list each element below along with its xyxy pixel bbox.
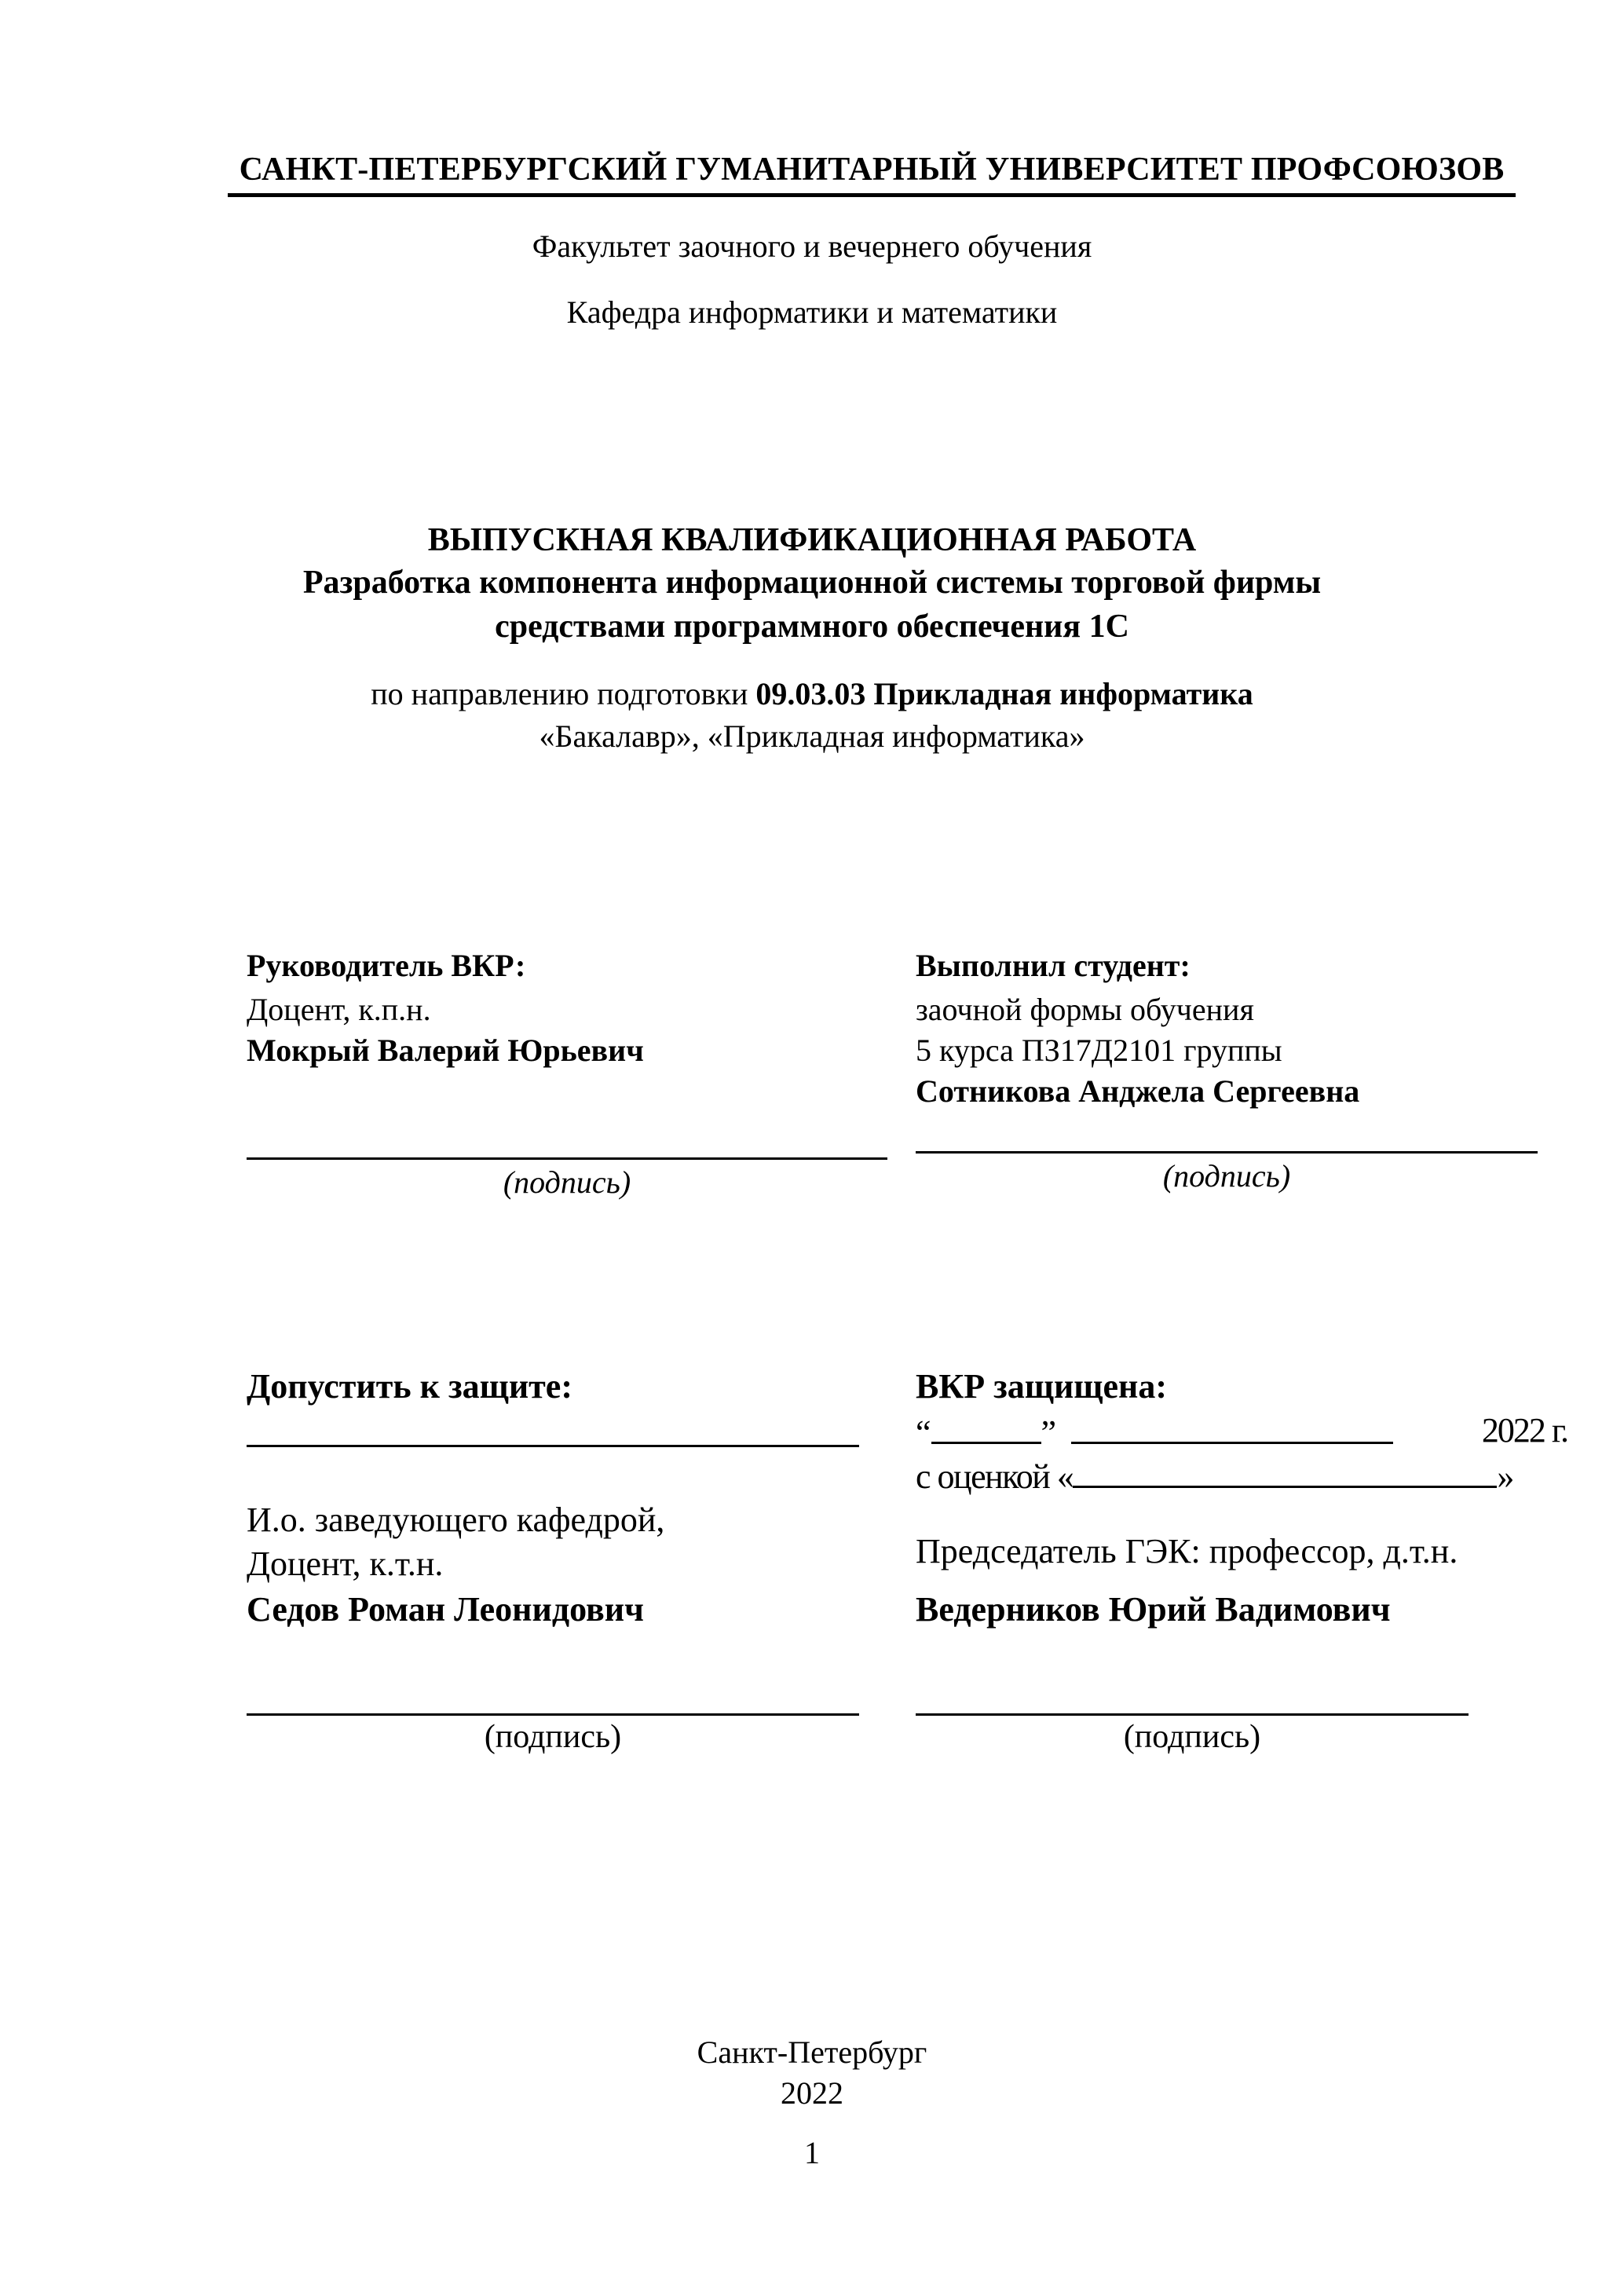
day-blank [931, 1410, 1041, 1444]
footer-city: Санкт-Петербург [697, 2035, 927, 2070]
student-signature-caption: (подпись) [1162, 1158, 1291, 1194]
faculty-name: Факультет заочного и вечернего обучения [532, 229, 1092, 264]
student-study-form: заочной формы обучения [916, 992, 1254, 1027]
study-direction-prefix: по направлению подготовки [371, 676, 756, 711]
department-name: Кафедра информатики и математики [566, 294, 1058, 330]
supervisor-signature-line [247, 1157, 887, 1160]
work-type-heading: ВЫПУСКНАЯ КВАЛИФИКАЦИОННАЯ РАБОТА [427, 522, 1197, 558]
study-direction [0, 675, 1624, 712]
admission-heading: Допустить к защите: [247, 1367, 572, 1406]
student-heading: Выполнил студент: [916, 948, 1191, 983]
grade-suffix: » [1497, 1457, 1513, 1496]
admission-name: Седов Роман Леонидович [247, 1590, 644, 1629]
chairman-signature-caption: (подпись) [1123, 1719, 1261, 1755]
university-name: САНКТ-ПЕТЕРБУРГСКИЙ ГУМАНИТАРНЫЙ УНИВЕРСИТЕТ ПРОФСОЮЗОВ [239, 152, 1505, 188]
degree-program: «Бакалавр», «Прикладная информатика» [539, 718, 1085, 754]
supervisor-name: Мокрый Валерий Юрьевич [247, 1033, 644, 1068]
supervisor-signature-caption: (подпись) [503, 1164, 631, 1200]
defense-heading: ВКР защищена: [916, 1367, 1167, 1406]
supervisor-heading: Руководитель ВКР: [247, 948, 526, 983]
admission-signature-caption: (подпись) [484, 1719, 622, 1755]
month-blank [1071, 1410, 1393, 1444]
supervisor-position: Доцент, к.п.н. [247, 992, 431, 1027]
student-name: Сотникова Анджела Сергеевна [916, 1073, 1360, 1109]
admission-signature-line [247, 1713, 859, 1716]
gek-chairman: Председатель ГЭК: профессор, д.т.н. [916, 1532, 1458, 1570]
thesis-title-line-1: Разработка компонента информационной системы торговой фирмы [302, 565, 1322, 601]
defense-grade-row [916, 1454, 1513, 1497]
student-group: 5 курса ПЗ17Д2101 группы [916, 1033, 1282, 1068]
admission-position: И.о. заведующего кафедрой, [247, 1501, 665, 1539]
date-quote-close: ” [1041, 1413, 1057, 1452]
footer-year: 2022 [781, 2075, 843, 2111]
grade-prefix: с оценкой « [916, 1457, 1074, 1496]
thesis-title-line-2: средствами программного обеспечения 1С [495, 609, 1129, 645]
date-quote-open: “ [916, 1413, 931, 1452]
admission-degree: Доцент, к.т.н. [247, 1545, 444, 1583]
student-signature-line [916, 1151, 1538, 1153]
admission-approval-line [247, 1445, 859, 1447]
chairman-signature-line [916, 1713, 1469, 1716]
defense-date-row [916, 1410, 1567, 1453]
chairman-name: Ведерников Юрий Вадимович [916, 1590, 1391, 1629]
grade-blank [1073, 1454, 1497, 1488]
header-rule [228, 193, 1516, 197]
defense-year: 2022 г. [1481, 1411, 1567, 1450]
page-number: 1 [804, 2135, 820, 2170]
study-direction-code: 09.03.03 Прикладная информатика [755, 676, 1253, 711]
